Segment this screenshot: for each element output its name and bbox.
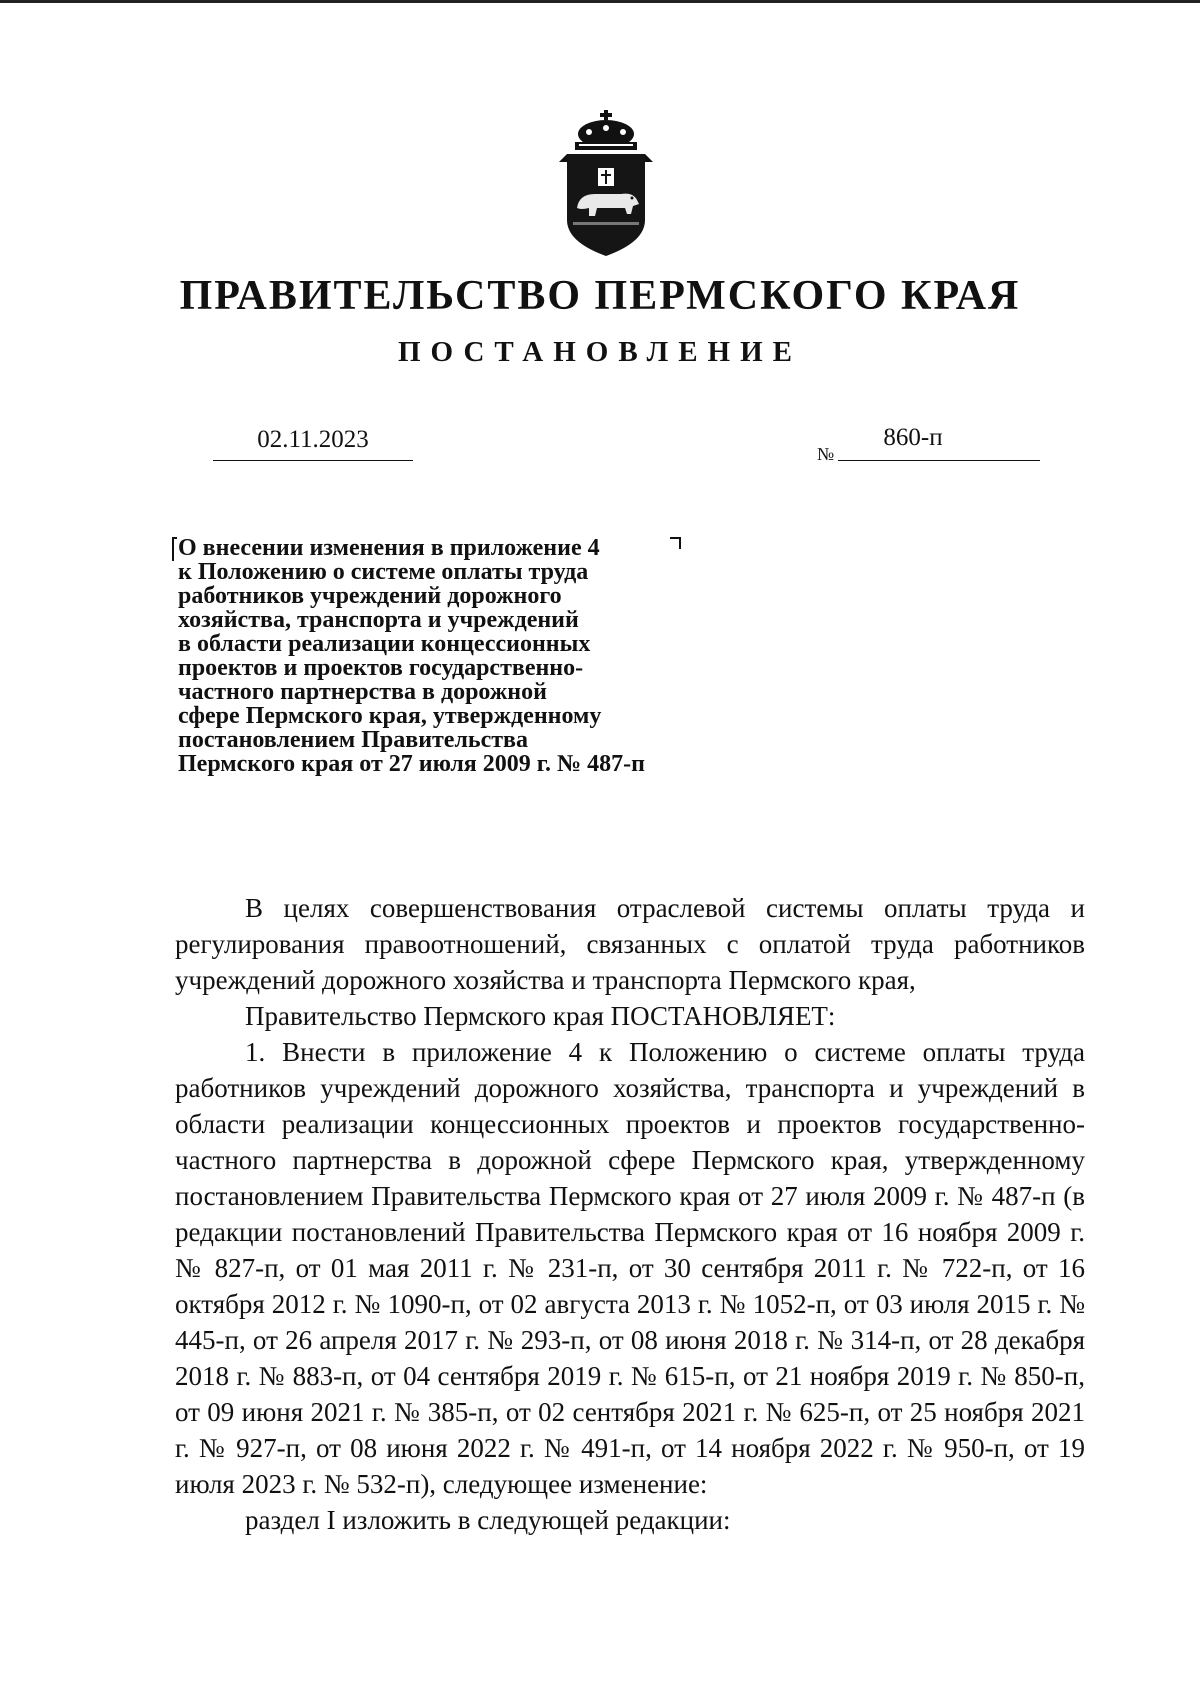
document-number: 860-п (883, 424, 943, 451)
document-body (175, 890, 1085, 1538)
number-sign: № (817, 444, 835, 464)
subject-line: частного партнерства в дорожной (178, 679, 547, 705)
item-1-paragraph: 1. Внести в приложение 4 к Положению о системе оплаты труда работников учреждений дорожного хозяйства, транспорта и учреждений в области реализации концессионных проектов и проектов государственно-частного партнерства в дорожной сфере Пермского края, утвержденному постановлением Правительства Пермского края от 27 июля 2009 г. № 487-п (в редакции постановлений Правительства Пермского края от 16 ноября 2009 г. № 827-п, от 01 мая 2011 г. № 231-п, от 30 сентября 2011 г. № 722-п, от 16 октября 2012 г. № 1090-п, от 02 августа 2013 г. № 1052-п, от 03 июля 2015 г. № 445-п, от 26 апреля 2017 г. № 293-п, от 08 июня 2018 г. № 314-п, от 28 декабря 2018 г. № 883-п, от 04 сентября 2019 г. № 615-п, от 21 ноября 2019 г. № 850-п, от 09 июня 2021 г. № 385-п, от 02 сентября 2021 г. № 625-п, от 25 ноября 2021 г. № 927-п, от 08 июня 2022 г. № 491-п, от 14 ноября 2022 г. № 950-п, от 19 июля 2023 г. № 532-п), следующее изменение: (175, 1037, 1085, 1499)
subject-line: О внесении изменения в приложение 4 (178, 535, 600, 561)
subject-corner-right (670, 537, 681, 549)
subject-line: сфере Пермского края, утвержденному (178, 703, 602, 729)
subject-line: хозяйства, транспорта и учреждений (178, 607, 579, 633)
subject-line: к Положению о системе оплаты труда (178, 559, 589, 585)
document-type: ПОСТАНОВЛЕНИЕ (397, 336, 802, 368)
number-underline (838, 460, 1040, 461)
subject-line: в области реализации концессионных (178, 631, 591, 657)
subject-line: Пермского края от 27 июля 2009 г. № 487-п (178, 751, 645, 777)
subject-line: постановлением Правительства (178, 727, 529, 753)
scan-edge (0, 0, 1200, 3)
subject-line: работников учреждений дорожного (178, 583, 562, 609)
date-underline (213, 460, 413, 461)
resolves-paragraph: Правительство Пермского края ПОСТАНОВЛЯЕТ: (245, 1001, 836, 1031)
government-title: ПРАВИТЕЛЬСТВО ПЕРМСКОГО КРАЯ (179, 273, 1021, 319)
document-date: 02.11.2023 (257, 426, 369, 453)
document-subject (178, 536, 645, 776)
subject-line: проектов и проектов государственно- (178, 655, 584, 681)
preamble-paragraph: В целях совершенствования отраслевой системы оплаты труда и регулирования правоотношений, связанных с оплатой труда работников учреждений дорожного хозяйства и транспорта Пермского края, (175, 893, 1085, 995)
perm-krai-coat-of-arms-icon (559, 110, 653, 258)
subject-corner-left (172, 537, 177, 561)
section-paragraph: раздел I изложить в следующей редакции: (245, 1505, 731, 1535)
